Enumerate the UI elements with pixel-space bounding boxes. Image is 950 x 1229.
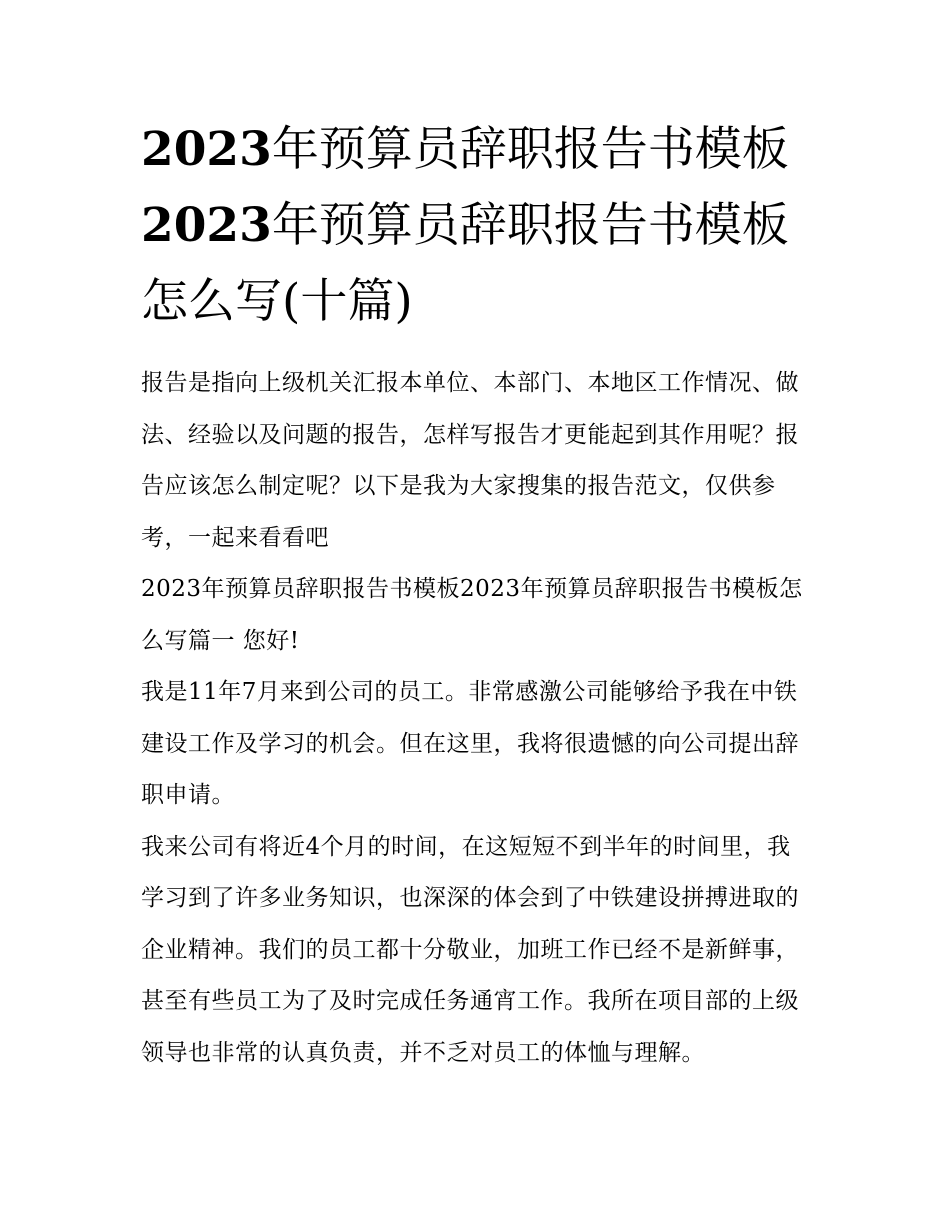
intro-paragraph: 报告是指向上级机关汇报本单位、本部门、本地区工作情况、做法、经验以及问题的报告，怎样写报告才更能起到其作用呢？报告应该怎么制定呢？以下是我为大家搜集的报告范文，仅供参考，一起来看看吧 xyxy=(141,370,799,551)
document-page xyxy=(141,112,813,1079)
section-heading-paragraph: 2023年预算员辞职报告书模板2023年预算员辞职报告书模板怎么写篇一 您好! xyxy=(141,576,803,654)
title-text: 年预算员辞职报告书模板 xyxy=(271,122,789,177)
body-paragraph: 我来公司有将近4个月的时间，在这短短不到半年的时间里，我学习到了许多业务知识，也深深的体会到了中铁建设拼搏进取的企业精神。我们的员工都十分敬业，加班工作已经不是新鲜事，甚至有些员工为了及时完成任务通宵工作。我所在项目部的上级领导也非常的认真负责，并不乏对员工的体恤与理解。 xyxy=(141,833,799,1066)
document-title xyxy=(141,112,813,340)
body-paragraph: 我是11年7月来到公司的员工。非常感激公司能够给予我在中铁建设工作及学习的机会。但在这里，我将很遗憾的向公司提出辞职申请。 xyxy=(141,679,799,808)
title-year: 2023 xyxy=(141,198,272,253)
title-year: 2023 xyxy=(141,122,272,177)
title-text: 年预算员辞职报告书模板 xyxy=(271,198,789,253)
title-text: 怎么写(十篇) xyxy=(141,274,413,329)
